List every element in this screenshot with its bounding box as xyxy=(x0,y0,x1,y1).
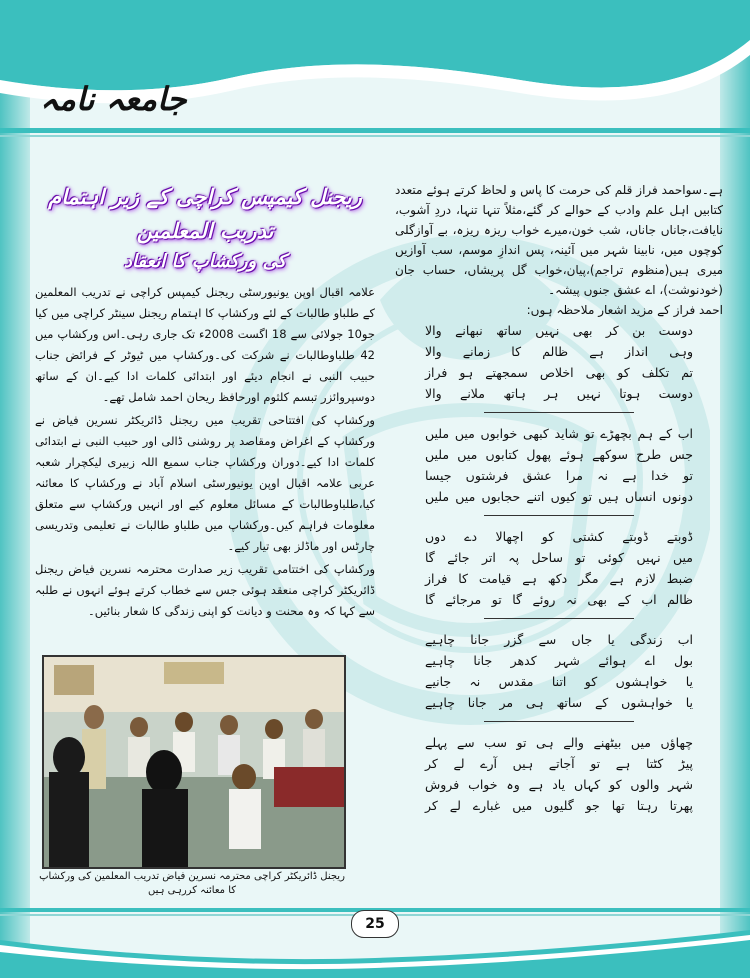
stanza xyxy=(425,526,693,610)
verse-line: اب کے ہم بچھڑے تو شاید کبھی خوابوں میں ملیں xyxy=(425,426,693,441)
stanza xyxy=(425,320,693,404)
verse-line: ضبط لازم ہے مگر دکھ ہے قیامت کا فراز xyxy=(425,571,693,586)
verse-line: میں نہیں کوئی تو ساحل پہ اتر جائے گا xyxy=(425,550,693,565)
verse-line: دوست ہوتا نہیں ہر ہاتھ ملانے والا xyxy=(425,386,693,401)
page-number: 25 xyxy=(351,910,399,938)
stanza-divider xyxy=(484,721,634,722)
verse-line: جس طرح سوکھے ہوئے پھول کتابوں میں ملیں xyxy=(425,447,693,462)
workshop-photo xyxy=(42,655,346,869)
verse-line: تم تکلف کو بھی اخلاص سمجھتے ہو فراز xyxy=(425,365,693,380)
article-paragraph: علامہ اقبال اوپن یونیورسٹی ریجنل کیمپس کراچی نے تدریب المعلمین کے طلباو طالبات کے لئے ورکشاپ کا اہتمام ریجنل سینٹر کراچی میں کیا جو10 جولائی سے 18 اگست 2008ء تک جاری رہی۔اس ورکشاپ میں 42 طلباوطالبات نے شرکت کی۔ورکشاپ میں ٹیوٹر کے فرائض جناب حبیب النبی نے انجام دیئے اور ابتدائی کلمات ادا کیے۔ان کے ساتھ دوسپروائزر تبسم کلثوم اورحافظ ریحان احمد شامل تھے۔ xyxy=(35,285,375,404)
verse-line: بول اے ہوائے شہر کدھر جانا چاہیے xyxy=(425,653,693,668)
headline-line-1: ریجنل کیمپس کراچی کے زیر اہتمام تدریب المعلمین xyxy=(48,184,362,243)
verse-line: پھرتا رہتا تھا جو گلیوں میں غبارے لے کر xyxy=(425,798,693,813)
headline-line-2: کی ورکشاپ کا انعقاد xyxy=(123,251,287,272)
stanza xyxy=(425,629,693,713)
magazine-title: جامعہ نامہ xyxy=(40,80,187,118)
verse-line: اب زندگی یا جاں سے گزر جانا چاہیے xyxy=(425,632,693,647)
poetry-subheading: احمد فراز کے مزید اشعار ملاحظہ ہوں: xyxy=(526,303,723,317)
article-headline xyxy=(35,180,375,276)
verse-line: چھاؤں میں بیٹھنے والے ہی تو سب سے پہلے xyxy=(425,735,693,750)
verse-line: یا خواہشوں کے ساتھ ہی مر جانا چاہیے xyxy=(425,695,693,710)
stanza xyxy=(425,732,693,816)
stanza-divider xyxy=(484,618,634,619)
verse-line: ڈوبتے ڈوبتے کشتی کو اچھالا دے دوں xyxy=(425,529,693,544)
stanza-divider xyxy=(484,515,634,516)
verse-line: پیڑ کٹتا ہے تو آجاتے ہیں آرے لے کر xyxy=(425,756,693,771)
header-wave xyxy=(0,0,750,150)
verse-line: وہی انداز ہے ظالم کا زمانے والا xyxy=(425,344,693,359)
article-paragraph: ورکشاپ کی افتتاحی تقریب میں ریجنل ڈائریکٹر نسرین فیاض نے ورکشاپ کے اغراض ومقاصد پر روشنی ڈالی اور حبیب النبی نے ابتدائی کلمات ادا کیے۔دوران ورکشاپ جناب سمیع اللہ زبیری لیکچرار شعبہ عربی علامہ اقبال اوپن یونیورسٹی اسلام آباد نے ورکشاپ کا معائنہ کیا،طلباوطالبات کے مسائل معلوم کیے اور انہیں ورکشاپ سے متعلق معلومات فراہم کیں۔ورکشاپ میں طلباو طالبات نے تعلیمی وتدریسی چارٹس اور ماڈلز بھی تیار کیے۔ xyxy=(35,413,375,553)
news-article xyxy=(35,180,375,624)
poetry-column xyxy=(395,180,723,824)
stanza-divider xyxy=(484,412,634,413)
verse-line: دونوں انساں ہیں تو کیوں اتنے حجابوں میں ملیں xyxy=(425,489,693,504)
photo-caption: ریجنل ڈائریکٹر کراچی محترمہ نسرین فیاض تدریب المعلمین کی ورکشاپ کا معائنہ کررہی ہیں xyxy=(39,871,345,896)
intro-paragraph: ہے۔سواحمد فراز قلم کی حرمت کا پاس و لحاظ کرتے ہوئے متعدد کتابیں اہل علم وادب کے حوالے کر گئے،مثلاً تنہا تنہا، دردِ آشوب، نایافت،جاناں جاناں، شب خون،میرے خواب ریزہ ریزہ، بے آوازگلی کوچوں میں، نابینا شہر میں آئینہ، پس اندازِ موسم، سب آوازیں میری ہیں(منظوم تراجم)،پیان،خواب گل پریشاں، حساب جان (خودنوشت)، اے عشق جنوں پیشہ۔ xyxy=(395,183,723,297)
stanza xyxy=(425,423,693,507)
verse-line: ظالم اب کے بھی نہ روئے گا تو مرجائے گا xyxy=(425,592,693,607)
article-paragraph: ورکشاپ کی اختتامی تقریب زیر صدارت محترمہ نسرین فیاض ریجنل ڈائریکٹر کراچی منعقد ہوئی جس سے خطاب کرتے ہوئے انہوں نے طلبہ سے کہا کہ وہ محنت و دیانت کو اپنی زندگی کا شعار بنائیں۔ xyxy=(35,562,375,618)
verse-line: یا خواہشوں کو اتنا مقدس نہ جانیے xyxy=(425,674,693,689)
verse-line: شہر والوں کو کہاں یاد ہے وہ خواب فروش xyxy=(425,777,693,792)
verse-line: دوست بن کر بھی نہیں ساتھ نبھانے والا xyxy=(425,323,693,338)
verse-line: تو خدا ہے نہ مرا عشق فرشتوں جیسا xyxy=(425,468,693,483)
